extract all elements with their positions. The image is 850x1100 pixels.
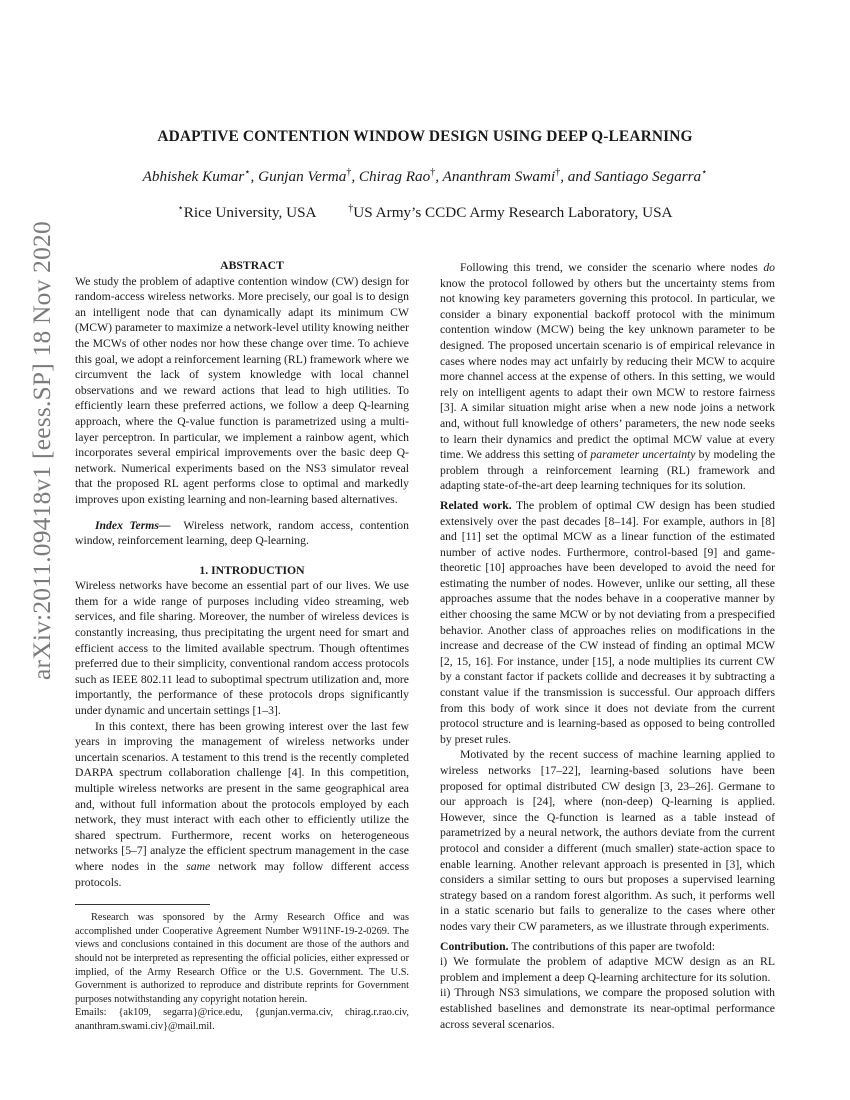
right-paragraph-3: Motivated by the recent success of machine learning applied to wireless networks [17–22], learning-based solutions have been proposed for optimal distributed CW design [3, 23–26]. Germane to our approach is [24], where (non-deep) Q-learning is applied. However, since the Q-function is learned as a table instead of parametrized by a neural network, the authors deviate from the current protocol and consider a different (much smaller) state-action space to enable learning. Another relevant approach is presented in [3], which considers a similar setting to ours but proposes a supervised learning strategy based on a random forest algorithm. As such, it performs well in a static scenario but fails to generalize to the cases where other nodes vary their CW parameters, as we illustrate through experiments. (440, 748, 775, 933)
author-name: Ananthram Swami (442, 168, 556, 186)
author-list: Abhishek Kumar⋆, Gunjan Verma†, Chirag Rao†, Ananthram Swami†, and Santiago Segarra⋆ (142, 167, 708, 186)
abstract-text: We study the problem of adaptive contention window (CW) design for random-access wireless networks. More precisely, our goal is to design an intelligent node that can dynamically adapt its minimum CW (MCW) parameter to maximize a network-level utility knowing neither the MCWs of other nodes nor how these change over time. To achieve this goal, we adopt a reinforcement learning (RL) framework where we circumvent the lack of system knowledge with local channel observations and we reward actions that lead to high utilities. To efficiently learn these preferred actions, we follow a deep Q-learning approach, where the Q-value function is parametrized using a multi-layer perceptron. In particular, we implement a rainbow agent, which incorporates several empirical improvements over the basic deep Q-network. Numerical experiments based on the NS3 simulator reveal that the proposed RL agent performs close to optimal and markedly improves upon existing learning and non-learning based alternatives. (75, 274, 409, 506)
footnote-text: Research was sponsored by the Army Research Office and was accomplished under Cooperative Agreement Number W911NF-19-2-0269. The views and conclusions contained in this document are those of the authors and should not be interpreted as representing the official policies, either expressed or implied, of the Army Research Office or the U.S. Government. The U.S. Government is authorized to reproduce and distribute reprints for Government purposes notwithstanding any copyright notation herein. (75, 912, 409, 1005)
intro-paragraph-2: In this context, there has been growing interest over the last few years in improving the management of wireless networks under uncertain scenarios. A testament to this trend is the recently completed DARPA spectrum collaboration challenge [4]. In this competition, multiple wireless networks are present in the same geographical area and, without full information about the protocols employed by each network, they must interact with each other to efficiently utilize the shared spectrum. Furthermore, recent works on heterogeneous networks [5–7] analyze the efficient spectrum management in the case where nodes in the same network may follow different access protocols. (75, 719, 410, 889)
contribution-label: Contribution. (440, 939, 509, 953)
right-paragraph-1: Following this trend, we consider the scenario where nodes do know the protocol followed by others but the uncertainty stems from not knowing key parameters governing this protocol. In particular, we consider a binary exponential backoff protocol with the minimum contention window (MCW) being the key unknown parameter to be designed. The proposed uncertain scenario is of empirical relevance in cases where nodes may act unfairly by reducing their MCW to acquire more channel access at the expense of others. In this setting, we would rely on intelligent agents to adapt their own MCW to restore fairness [3]. A similar situation might arise when a new node joins a network and, without full knowledge of others’ parameters, the new node seeks to learn their dynamics and predict the optimal MCW value at every time. We address this setting of parameter uncertainty by modeling the problem through a reinforcement learning (RL) framework and adapting state-of-the-art deep learning techniques for its solution. (440, 261, 776, 493)
author-name: Chirag Rao (358, 168, 431, 186)
related-work-paragraph: Related work. The problem of optimal CW design has been studied extensively over the past decades [8–14]. For example, authors in [8] and [11] set the optimal MCW as a linear function of the estimated number of active nodes. Furthermore, control-based [9] and game-theoretic [10] approaches have been developed to avoid the need for estimating the number of nodes. However, unlike our setting, all these approaches assume that the nodes behave in a cooperative manner by either choosing the same MCW or by not deviating from a prespecified behavior. Another class of approaches relies on modifications in the increase and decrease of the CW instead of finding an optimal MCW [2, 15, 16]. For instance, under [15], a node multiplies its current CW by a constant factor if packets collide and decreases it by subtracting a constant value if the transmission is successful. Our approach differs from this body of work since it does not deviate from the current protocol structure and is learning-based as opposed to being controlled by preset rules. (440, 498, 775, 746)
author-mark: † (555, 167, 561, 178)
contribution-item-2: ii) Through NS3 simulations, we compare the proposed solution with established baselines and demonstrate its near-optimal performance across several scenarios. (440, 986, 775, 1031)
author-mark: † (430, 167, 436, 178)
affiliation-army: †US Army’s CCDC Army Research Laboratory, USA (348, 203, 673, 222)
footnote (75, 911, 409, 1033)
contribution-item-1: i) We formulate the problem of adaptive MCW design as an RL problem and implement a deep Q-learning architecture for its solution. (440, 955, 775, 984)
contribution-paragraph: Contribution. The contributions of this paper are twofold: (440, 939, 716, 953)
right-column (440, 260, 775, 1032)
related-work-label: Related work. (440, 498, 512, 512)
intro-paragraph-1: Wireless networks have become an essential part of our lives. We use them for a wide range of purposes including video streaming, web services, and file sharing. Moreover, the number of wireless devices is constantly increasing, thus precipitating the urgent need for smart and efficient access to the limited available spectrum. Though oftentimes preferred due to their simplicity, conventional random access protocols such as IEEE 802.11 lead to suboptimal spectrum utilization and, more importantly, the performance of these protocols drops significantly under dynamic and uncertain settings [1–3]. (75, 579, 409, 718)
author-name: Gunjan Verma (258, 168, 347, 186)
footnote-emails: Emails: {ak109, segarra}@rice.edu, {gunjan.verma.civ, chirag.r.rao.civ, ananthram.swami.civ}@mail.mil. (75, 1007, 409, 1032)
abstract-heading: ABSTRACT (220, 259, 284, 272)
affiliation-rice: ⋆Rice University, USA (177, 203, 317, 222)
and-word: and (567, 168, 591, 186)
author-name: Santiago Segarra (594, 168, 702, 186)
author-mark: ⋆ (701, 167, 708, 178)
author-mark: † (346, 167, 352, 178)
arxiv-identifier: arXiv:2011.09418v1 [eess.SP] 18 Nov 2020 (27, 221, 56, 680)
intro-heading: 1. INTRODUCTION (199, 563, 305, 577)
footnote-rule (75, 904, 210, 905)
left-column (75, 258, 409, 1034)
author-name: Abhishek Kumar (142, 168, 245, 186)
index-terms: Index Terms— Wireless network, random access, contention window, reinforcement learning, deep Q-learning. (75, 518, 409, 548)
affiliations (75, 203, 775, 222)
index-terms-label: Index Terms— (95, 518, 171, 532)
author-mark: ⋆ (244, 167, 251, 178)
paper-title: ADAPTIVE CONTENTION WINDOW DESIGN USING DEEP Q-LEARNING (157, 128, 693, 145)
